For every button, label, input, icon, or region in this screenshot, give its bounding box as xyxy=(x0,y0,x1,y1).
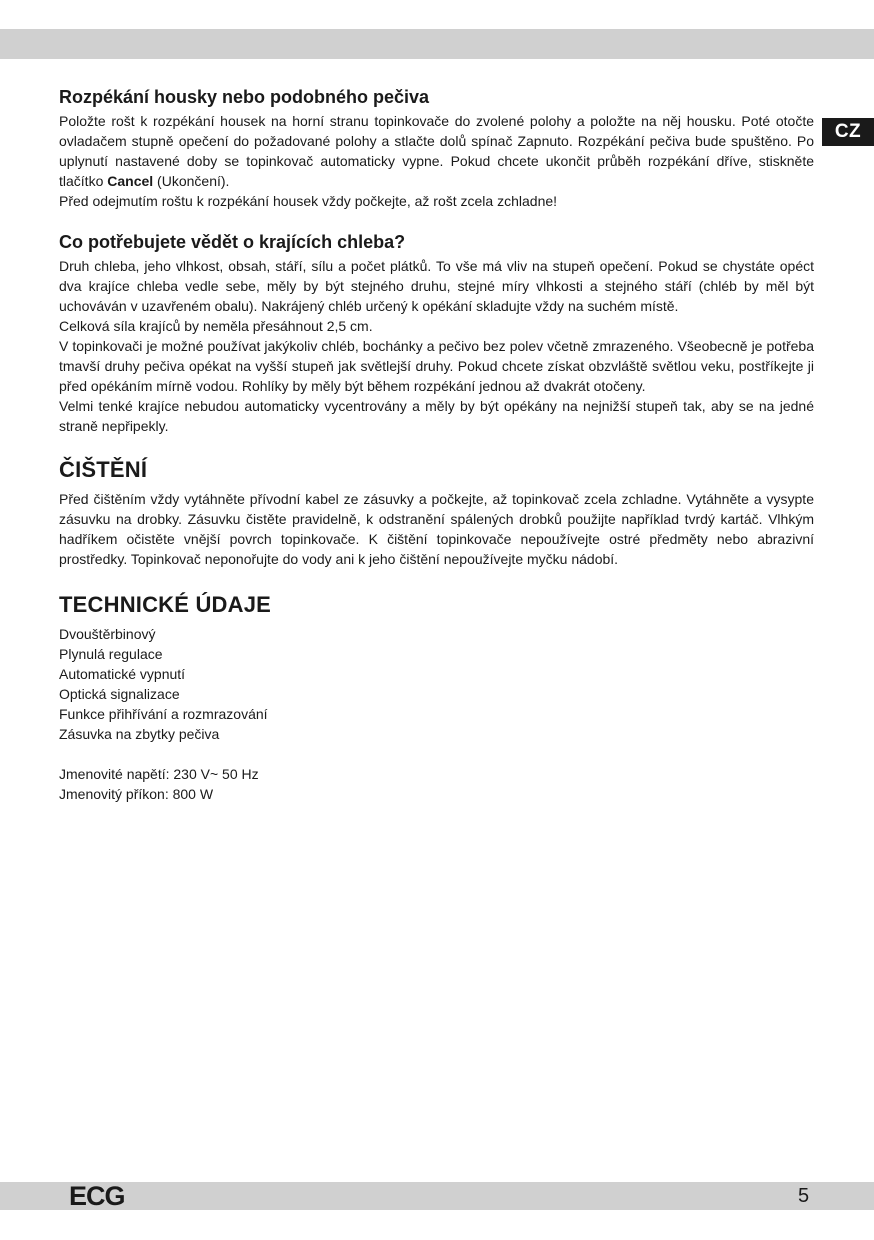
section-bread-title: Co potřebujete vědět o krajících chleba? xyxy=(59,232,406,252)
feature-item: Zásuvka na zbytky pečiva xyxy=(59,726,220,742)
page-content xyxy=(59,86,814,824)
section-specs xyxy=(59,591,814,804)
section-bread xyxy=(59,231,814,436)
section-specs-title: TECHNICKÉ ÚDAJE xyxy=(59,592,272,617)
footer-band xyxy=(0,1182,874,1210)
section-cleaning-title: ČIŠTĚNÍ xyxy=(59,457,148,482)
roll-text-start: Položte rošt k rozpékání housek na horní stranu topinkovače do zvolené polohy a položte na něj housku. Poté otočte ovladačem stupně opečení do požadované polohy a stlačte dolů spínač Zapnuto. Rozpékání pečiva bude spuštěno. Po uplynutí nastavené doby se topinkovač automaticky vypne. Pokud chcete ukončit průběh rozpékání dříve, stiskněte tlačítko xyxy=(59,113,814,189)
ratings-list xyxy=(59,764,814,804)
language-tab: CZ xyxy=(822,118,874,146)
feature-item: Dvouštěrbinový xyxy=(59,626,156,642)
bread-paragraph: Velmi tenké krajíce nebudou automaticky vycentrovány a měly by být opékány na nejnižší stupeň tak, aby se na jedné straně nepřipekly. xyxy=(59,398,814,434)
feature-item: Automatické vypnutí xyxy=(59,666,186,682)
page-number: 5 xyxy=(798,1185,810,1207)
bread-paragraph: Druh chleba, jeho vlhkost, obsah, stáří, sílu a počet plátků. To vše má vliv na stupeň opečení. Pokud se chystáte opéct dva krajíce chleba vedle sebe, měly by být stejného druhu, stejné míry vlhkosti a stejného stáří (chléb by měl být uchováván v uzavřeném obalu). Nakrájený chléb určený k opékání skladujte vždy na suchém místě. xyxy=(59,258,814,314)
header-band xyxy=(0,29,874,59)
section-roll-warning: Před odejmutím roštu k rozpékání housek vždy počkejte, až rošt zcela zchladne! xyxy=(59,193,558,209)
section-roll-paragraph xyxy=(59,111,814,191)
rating-item: Jmenovité napětí: 230 V~ 50 Hz xyxy=(59,766,259,782)
bread-paragraph: Celková síla krajíců by neměla přesáhnout 2,5 cm. xyxy=(59,318,373,334)
roll-text-end: (Ukončení). xyxy=(153,173,230,189)
ecg-logo: ECG xyxy=(69,1181,125,1211)
rating-item: Jmenovitý příkon: 800 W xyxy=(59,786,214,802)
section-roll-title: Rozpékání housky nebo podobného pečiva xyxy=(59,87,430,107)
section-roll xyxy=(59,86,814,211)
feature-item: Funkce přihřívání a rozmrazování xyxy=(59,706,268,722)
bread-paragraph: V topinkovači je možné používat jakýkoliv chléb, bochánky a pečivo bez polev včetně zmrazeného. Všeobecně je potřeba tmavší druhy pečiva opékat na vyšší stupeň jak světlejší druhy. Pokud chcete získat obzvláště světlou veku, postříkejte ji před opékáním mírně vodou. Rohlíky by měly být během rozpékání jednou až dvakrát otočeny. xyxy=(59,338,814,394)
feature-item: Plynulá regulace xyxy=(59,646,163,662)
cancel-label: Cancel xyxy=(107,173,154,189)
feature-item: Optická signalizace xyxy=(59,686,180,702)
section-cleaning xyxy=(59,456,814,569)
cleaning-paragraph: Před čištěním vždy vytáhněte přívodní kabel ze zásuvky a počkejte, až topinkovač zcela zchladne. Vytáhněte a vysypte zásuvku na drobky. Zásuvku čistěte pravidelně, k odstranění spálených drobků použijte například tvrdý kartáč. Vlhkým hadříkem očistěte vnější povrch topinkovače. K čištění topinkovače nepoužívejte ostré předměty nebo abrazivní prostředky. Topinkovač neponořujte do vody ani k jeho čištění nepoužívejte myčku nádobí. xyxy=(59,491,814,567)
features-list xyxy=(59,624,814,744)
